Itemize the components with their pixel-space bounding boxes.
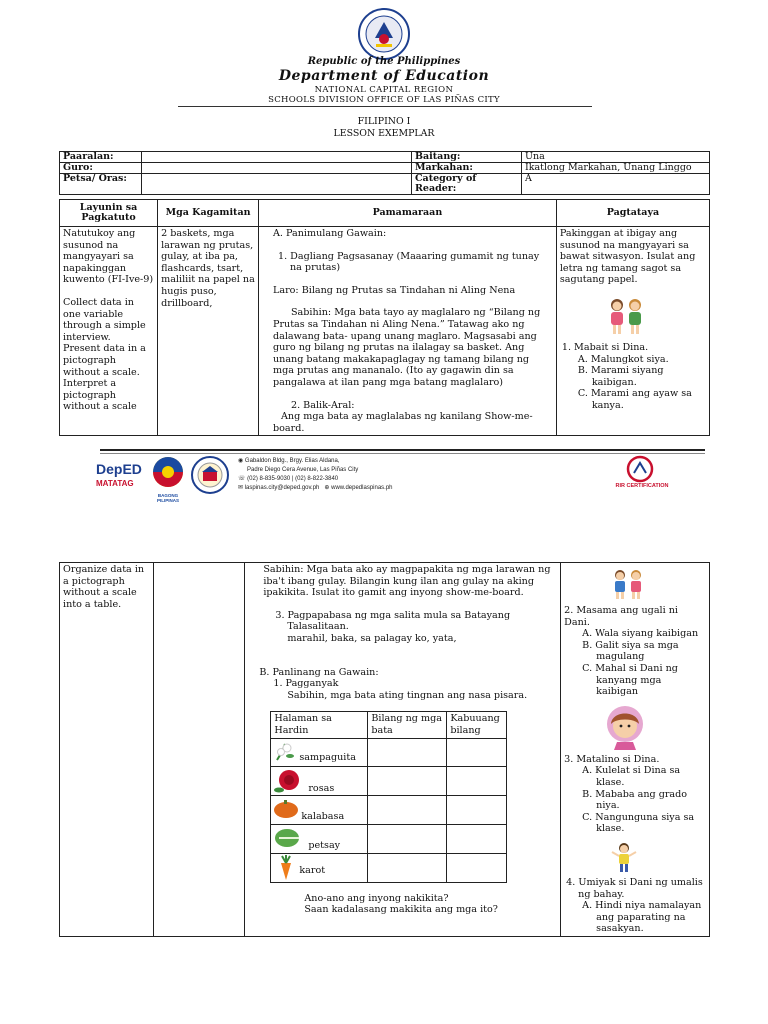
pt-cell bbox=[447, 853, 507, 882]
rir-text: RIR CERTIFICATION bbox=[615, 483, 669, 489]
baitang-label: Baitang: bbox=[412, 152, 522, 163]
kagamitan-text: 2 baskets, mga larawan ng prutas, gulay, at iba pa, flashcards, tsart, maliliit na papel na hugis puso, drillboard, bbox=[161, 228, 255, 309]
address-line1: Gabaldon Bldg., Brgy. Elias Aldana, bbox=[244, 458, 340, 464]
sampaguita-icon bbox=[273, 740, 297, 764]
bagong-pilipinas-icon bbox=[148, 455, 188, 489]
location-icon: ◉ bbox=[238, 458, 245, 464]
paaralan-value bbox=[142, 152, 412, 163]
pt-cell bbox=[368, 738, 447, 766]
sdo-seal-icon bbox=[190, 455, 230, 495]
category-value: A bbox=[522, 174, 710, 195]
markahan-label: Markahan: bbox=[412, 163, 522, 174]
deped-seal-logo bbox=[358, 8, 410, 60]
layunin-p2: Organize data in a pictograph without a scale into a table. bbox=[63, 564, 145, 610]
pt-header-bilang: Bilang ng mga bata bbox=[368, 712, 447, 738]
layunin-2: Collect data in one variable through a simple interview. bbox=[63, 296, 146, 343]
rir-logo bbox=[612, 455, 672, 495]
pictograph-table bbox=[270, 711, 507, 882]
footer-rule-thin bbox=[100, 453, 705, 454]
republic-line: Republic of the Philippines bbox=[307, 56, 461, 67]
footer-rule bbox=[100, 449, 705, 451]
pt-cell bbox=[447, 766, 507, 795]
pt-row-petsay bbox=[271, 824, 368, 853]
pagganyak-body: Sabihin, mga bata ating tingnan ang nasa pisara. bbox=[287, 689, 528, 701]
layunin-4: Interpret a pictograph without a scale bbox=[63, 378, 137, 413]
kagamitan-cell-p2 bbox=[154, 563, 245, 937]
petsa-value bbox=[142, 174, 412, 195]
item-words: marahil, baka, sa palagay ko, yata, bbox=[287, 632, 457, 644]
pagtataya-intro: Pakinggan at ibigay ang susunod na mangyayari sa bawat sitwasyon. Isulat ang letra ng tamang sagot sa sagutang papel. bbox=[559, 228, 696, 286]
matatag-text: MATATAG bbox=[96, 479, 134, 488]
deped-matatag-logo bbox=[96, 461, 146, 501]
phone-line: (02) 8-835-9030 | (02) 8-822-3840 bbox=[247, 476, 339, 482]
pt-header-kabuuan: Kabuuang bilang bbox=[447, 712, 507, 738]
info-table bbox=[59, 151, 710, 195]
col-layunin: Layunin sa Pagkatuto bbox=[60, 200, 158, 227]
petsay-icon bbox=[273, 826, 307, 850]
header-rule bbox=[178, 106, 592, 107]
markahan-value: Ikatlong Markahan, Unang Linggo bbox=[522, 163, 710, 174]
layunin-cell-p2 bbox=[60, 563, 154, 937]
document-type: LESSON EXEMPLAR bbox=[333, 128, 435, 139]
q2-c: C. Mahal si Dani ng kanyang mga kaibigan bbox=[582, 662, 678, 698]
subject-title: FILIPINO I bbox=[357, 116, 411, 127]
q2-b: B. Galit siya sa mga magulang bbox=[582, 639, 679, 663]
q1-a: A. Malungkot siya. bbox=[577, 353, 669, 365]
q3-c: C. Nangunguna siya sa klase. bbox=[582, 811, 695, 835]
pt-label-rosas: rosas bbox=[308, 782, 335, 794]
pt-header-halaman: Halaman sa Hardin bbox=[271, 712, 368, 738]
pt-label-karot: karot bbox=[299, 864, 326, 876]
department-title: Department of Education bbox=[278, 68, 490, 84]
balik-aral-body: Ang mga bata ay maglalabas ng kanilang Show-me-board. bbox=[272, 411, 533, 434]
guro-label: Guro: bbox=[60, 163, 142, 174]
two-girls-icon bbox=[605, 296, 647, 336]
email-icon: ✉ bbox=[238, 485, 245, 491]
item-balik-aral: 2. Balik-Aral: bbox=[290, 399, 355, 411]
bagong-text: BAGONG PILIPINAS bbox=[156, 493, 179, 503]
paaralan-label: Paaralan: bbox=[60, 152, 142, 163]
col-kagamitan: Mga Kagamitan bbox=[158, 200, 259, 227]
region-line: NATIONAL CAPITAL REGION bbox=[314, 85, 454, 95]
pt-label-petsay: petsay bbox=[308, 839, 341, 851]
sabihin-text: Sabihin: Mga bata tayo ay maglalaro ng “Bilang ng Prutas sa Tindahan ni Aling Nena.” Tatawag ako ng dalawang bata- upang unang maglaro. Magsasabi ang guro ng bilang ng prutas na ilalagay sa basket. Ang unang batang makakapaglagay ng tamang bilang ng mga prutas ang mananalo. (Ito ay gagawin din sa pangalawa at ilan pang mga batang maglalaro) bbox=[272, 307, 541, 388]
item-dagliang: 1. Dagliang Pagsasanay (Maaaring gumamit ng tunay na prutas) bbox=[277, 250, 540, 274]
email-line: laspinas.city@deped.gov.ph bbox=[244, 485, 320, 491]
pt-row-rosas bbox=[271, 766, 368, 795]
rir-icon bbox=[626, 455, 654, 483]
layunin-cell bbox=[60, 227, 158, 436]
q1: 1. Mabait si Dina. bbox=[561, 341, 649, 353]
footer-address-block bbox=[238, 457, 393, 493]
baitang-value: Una bbox=[522, 152, 710, 163]
item-pagpapabasa: 3. Pagpapabasa ng mga salita mula sa Batayang Talasalitaan. bbox=[275, 609, 511, 633]
q3-b: B. Mababa ang grado niya. bbox=[582, 788, 688, 812]
panlinang-title: B. Panlinang na Gawain: bbox=[259, 666, 379, 678]
web-line: www.depedlaspinas.ph bbox=[331, 485, 393, 491]
q4-a: A. Hindi niya namalayan ang paparating na sasakyan. bbox=[582, 900, 702, 935]
sabihin-p2: Sabihin: Mga bata ako ay magpapakita ng mga larawan ng iba't ibang gulay. Bilangin kung ilan ang gulay na aking ipakikita. Isulat ito gamit ang inyong show-me-board. bbox=[263, 564, 551, 599]
q3-a: A. Kulelat si Dina sa klase. bbox=[582, 765, 681, 788]
pt-label-sampaguita: sampaguita bbox=[299, 751, 356, 763]
q4: 4. Umiyak si Dani ng umalis ng bahay. bbox=[566, 876, 703, 900]
lesson-table-page2 bbox=[59, 562, 710, 937]
q2: 2. Masama ang ugali ni Dani. bbox=[564, 605, 678, 628]
q3: 3. Matalino si Dina. bbox=[564, 753, 660, 765]
pt-cell bbox=[368, 853, 447, 882]
lesson-table-page1 bbox=[59, 199, 710, 436]
pt-cell bbox=[447, 795, 507, 824]
pagtataya-cell bbox=[556, 227, 709, 436]
kagamitan-cell bbox=[158, 227, 259, 436]
pamamaraan-cell bbox=[258, 227, 556, 436]
pt-cell bbox=[368, 795, 447, 824]
pt-cell bbox=[368, 824, 447, 853]
pagtataya-cell-p2 bbox=[561, 563, 710, 937]
q1-c: C. Marami ang ayaw sa kanya. bbox=[577, 388, 692, 411]
pt-row-kalabasa bbox=[271, 795, 368, 824]
division-line: SCHOOLS DIVISION OFFICE OF LAS PIÑAS CITY bbox=[268, 95, 500, 105]
address-line2: Padre Diego Cera Avenue, Las Piñas City bbox=[247, 467, 359, 473]
layunin-1: Natutukoy ang susunod na mangyayari sa napakinggan kuwento (FI-Ive-9) bbox=[63, 228, 154, 286]
col-pagtataya: Pagtataya bbox=[556, 200, 709, 227]
phone-icon: ☏ bbox=[238, 476, 248, 482]
pt-cell bbox=[368, 766, 447, 795]
web-icon: ⊕ bbox=[324, 485, 332, 491]
deped-logo-text: DepED bbox=[96, 461, 142, 477]
category-label: Category of Reader: bbox=[412, 174, 522, 195]
petsa-label: Petsa/ Oras: bbox=[60, 174, 142, 195]
col-pamamaraan: Pamamaraan bbox=[258, 200, 556, 227]
pt-row-sampaguita bbox=[271, 738, 368, 766]
bagong-pilipinas-logo bbox=[148, 455, 188, 501]
pt-cell bbox=[447, 738, 507, 766]
boy-icon bbox=[609, 841, 639, 873]
pamamaraan-cell-p2 bbox=[245, 563, 561, 937]
q1-b: B. Marami siyang kaibigan. bbox=[577, 365, 664, 388]
two-kids-icon bbox=[609, 568, 647, 600]
pt-cell bbox=[447, 824, 507, 853]
question-a: Ano-ano ang inyong nakikita? bbox=[304, 892, 449, 904]
carrot-icon bbox=[275, 855, 297, 881]
pt-row-karot bbox=[271, 853, 368, 882]
squash-icon bbox=[273, 799, 299, 819]
panimula-title: A. Panimulang Gawain: bbox=[272, 228, 387, 239]
question-b: Saan kadalasang makikita ang mga ito? bbox=[304, 904, 498, 916]
q2-a: A. Wala siyang kaibigan bbox=[582, 628, 699, 640]
laro-title: Laro: Bilang ng Prutas sa Tindahan ni Aling Nena bbox=[272, 284, 516, 296]
layunin-3: Present data in a pictograph without a scale. bbox=[63, 343, 146, 378]
guro-value bbox=[142, 163, 412, 174]
girl-portrait-icon bbox=[602, 704, 648, 750]
item-pagganyak: 1. Pagganyak bbox=[273, 678, 339, 690]
pt-label-kalabasa: kalabasa bbox=[301, 810, 345, 822]
rose-icon bbox=[273, 768, 305, 794]
